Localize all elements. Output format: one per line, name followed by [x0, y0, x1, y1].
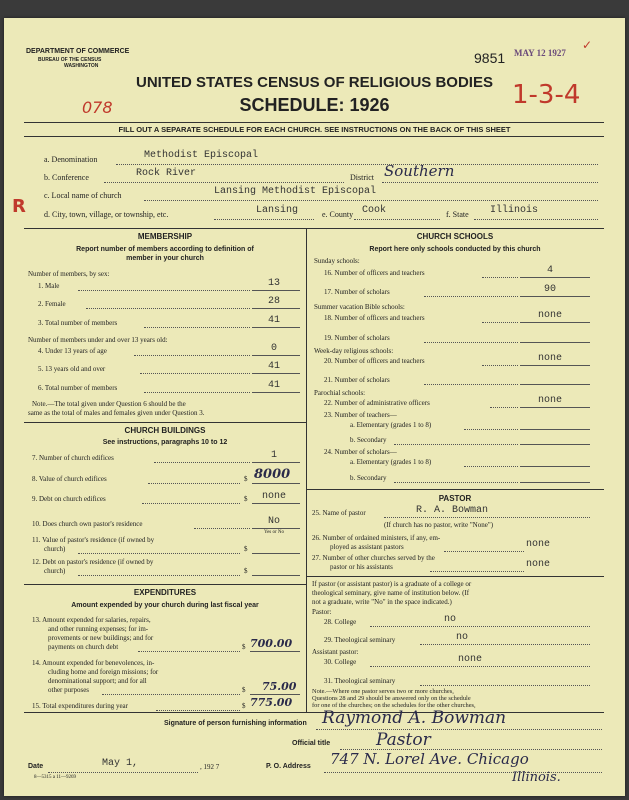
q26-label-2: ployed as assistant pastors [330, 543, 404, 551]
q1-value: 13 [267, 278, 280, 289]
receipt-date-stamp: MAY 12 1927 [514, 48, 566, 58]
q4-label: 4. Under 13 years of age [38, 347, 107, 355]
q29-label: 29. Theological seminary [324, 636, 396, 644]
po-address-value: 747 N. Lorel Ave. Chicago [330, 750, 529, 768]
q24a-label: a. Elementary (grades 1 to 8) [350, 458, 432, 466]
q5-label: 5. 13 years old and over [38, 365, 106, 373]
stamp-number: 9851 [474, 50, 506, 66]
membership-heading: MEMBERSHIP [137, 232, 193, 241]
q7-label: 7. Number of church edifices [32, 454, 114, 462]
pastor-heading: PASTOR [438, 494, 472, 503]
q15-value: 775.00 [250, 696, 293, 709]
q31-label: 31. Theological seminary [324, 677, 396, 685]
q22-value: none [537, 395, 562, 406]
q24-label: 24. Number of scholars— [324, 448, 397, 456]
q13-label-3: provements or new buildings; and for [48, 634, 154, 642]
form-subtitle: SCHEDULE: 1926 [239, 95, 390, 115]
q14-label-2: cluding home and foreign missions; for [48, 668, 159, 676]
official-title-value: Pastor [376, 730, 431, 750]
q11-label-2: church) [44, 545, 66, 553]
church-name-label: c. Local name of church [44, 191, 122, 200]
dollar-sign: $ [242, 702, 246, 710]
membership-intro-2: member in your church [126, 255, 204, 262]
membership-intro: Report number of members according to definition of [76, 246, 254, 253]
q9-value: none [261, 491, 286, 502]
city-value: Lansing [256, 205, 299, 216]
dollar-sign: $ [242, 686, 246, 694]
red-r-annotation: R [12, 196, 26, 217]
q25-note: (If church has no pastor, write "None") [384, 521, 494, 529]
graduate-note-2: theological seminary, give name of institution below. (If [312, 589, 470, 597]
q7-value: 1 [270, 450, 277, 461]
q23b-label: b. Secondary [350, 436, 387, 444]
fill-out-instruction: FILL OUT A SEPARATE SCHEDULE FOR EACH CHURCH. SEE INSTRUCTIONS ON THE BACK OF THIS SHEET [118, 125, 511, 134]
conference-label: b. Conference [44, 173, 89, 182]
dollar-sign: $ [244, 545, 248, 553]
conference-value: Rock River [136, 168, 197, 179]
q13-value: 700.00 [250, 637, 293, 650]
q9-label: 9. Debt on church edifices [32, 495, 106, 503]
po-address-label: P. O. Address [266, 763, 311, 770]
parochial-schools-label: Parochial schools: [314, 389, 366, 397]
po-address-value-2: Illinois. [512, 770, 561, 785]
buildings-heading: CHURCH BUILDINGS [124, 426, 206, 435]
q6-label: 6. Total number of members [38, 384, 118, 392]
q19-label: 19. Number of scholars [324, 334, 390, 342]
denomination-label: a. Denomination [44, 155, 98, 164]
district-value: Southern [384, 162, 455, 180]
q14-label-3: denominational support; and for all [48, 677, 147, 685]
q14-value: 75.00 [262, 680, 297, 693]
q17-value: 90 [543, 284, 556, 295]
q20-label: 20. Number of officers and teachers [324, 357, 425, 365]
city-label: WASHINGTON [64, 63, 99, 69]
membership-note: Note.—The total given under Question 6 should be the [32, 400, 186, 408]
q2-label: 2. Female [38, 300, 66, 308]
city-label: d. City, town, village, or township, etc. [44, 210, 169, 219]
dept-label: DEPARTMENT OF COMMERCE [26, 48, 130, 55]
graduate-note-3: not a graduate, write "No" in the space indicated.) [312, 598, 452, 606]
sunday-schools-label: Sunday schools: [314, 257, 360, 265]
q14-label: 14. Amount expended for benevolences, in- [32, 659, 155, 667]
pastor-note-2: Questions 28 and 29 should be answered only on the schedule [312, 695, 471, 702]
denomination-value: Methodist Episcopal [144, 150, 259, 161]
official-title-label: Official title [292, 740, 331, 747]
schools-intro: Report here only schools conducted by this church [369, 246, 541, 253]
q22-label: 22. Number of administrative officers [324, 399, 430, 407]
q15-label: 15. Total expenditures during year [32, 702, 128, 710]
q26-value: none [526, 539, 551, 550]
weekday-schools-label: Week-day religious schools: [314, 347, 394, 355]
q25-value: R. A. Bowman [416, 505, 489, 516]
q27-value: none [526, 559, 551, 570]
q27-label-2: pastor or his assistants [330, 563, 393, 571]
assistant-pastor-subhead: Assistant pastor: [312, 648, 359, 656]
q29-value: no [456, 632, 469, 643]
dollar-sign: $ [244, 475, 248, 483]
date-year: , 192 7 [200, 763, 220, 771]
by-sex-label: Number of members, by sex: [28, 270, 110, 278]
q10-label: 10. Does church own pastor's residence [32, 520, 143, 528]
district-label: District [350, 173, 374, 182]
check-mark: ✓ [582, 38, 593, 52]
q3-value: 41 [267, 315, 280, 326]
q28-label: 28. College [324, 618, 357, 626]
dollar-sign: $ [244, 495, 248, 503]
q17-label: 17. Number of scholars [324, 288, 390, 296]
county-value: Cook [362, 205, 387, 216]
q12-label: 12. Debt on pastor's residence (if owned by [32, 558, 154, 566]
pastor-subhead: Pastor: [312, 608, 332, 616]
q30-value: none [458, 654, 483, 665]
pastor-note: Note.—Where one pastor serves two or more churches, [312, 688, 454, 695]
pastor-note-3: for one of the churches; on the schedules for the other churches, [312, 702, 476, 709]
q6-value: 41 [267, 380, 280, 391]
buildings-sub: See instructions, paragraphs 10 to 12 [102, 439, 228, 446]
summer-schools-label: Summer vacation Bible schools: [314, 303, 405, 311]
q12-label-2: church) [44, 567, 66, 575]
date-label: Date [28, 763, 44, 770]
dollar-sign: $ [242, 643, 246, 651]
q13-label-2: and other running expenses; for im- [48, 625, 149, 633]
yes-no-hint: Yes or No [263, 530, 285, 535]
church-name-value: Lansing Methodist Episcopal [214, 186, 377, 197]
age-group-label: Number of members under and over 13 years old: [28, 336, 168, 344]
q26-label: 26. Number of ordained ministers, if any, em- [312, 534, 441, 542]
census-schedule-form [4, 18, 625, 796]
q8-label: 8. Value of church edifices [32, 475, 107, 483]
q13-label-4: payments on church debt [48, 643, 119, 651]
form-codes: 8—5315 a 11—9269 [34, 775, 77, 780]
date-value: May 1, [102, 758, 139, 769]
q25-label: 25. Name of pastor [312, 509, 366, 517]
signature-label: Signature of person furnishing information [164, 720, 307, 727]
graduate-note: If pastor (or assistant pastor) is a graduate of a college or [312, 580, 472, 588]
q16-label: 16. Number of officers and teachers [324, 269, 425, 277]
state-label: f. State [446, 210, 469, 219]
bureau-label: BUREAU OF THE CENSUS [38, 57, 102, 63]
q16-value: 4 [546, 265, 553, 276]
q10-value: No [267, 516, 280, 527]
q21-label: 21. Number of scholars [324, 376, 390, 384]
q13-label: 13. Amount expended for salaries, repairs, [32, 616, 151, 624]
red-number-annotation: 078 [82, 98, 113, 117]
q14-label-4: other purposes [48, 686, 90, 694]
q8-value: 8000 [254, 467, 291, 482]
q30-label: 30. College [324, 658, 357, 666]
expenditures-sub: Amount expended by your church during last fiscal year [71, 602, 259, 609]
dollar-sign: $ [244, 567, 248, 575]
q18-label: 18. Number of officers and teachers [324, 314, 425, 322]
q4-value: 0 [270, 343, 277, 354]
q11-label: 11. Value of pastor's residence (if owned by [32, 536, 155, 544]
q28-value: no [444, 614, 457, 625]
membership-note-2: same as the total of males and females given under Question 3. [28, 409, 205, 417]
form-title: UNITED STATES CENSUS OF RELIGIOUS BODIES [136, 74, 493, 91]
signature-value: Raymond A. Bowman [322, 708, 507, 728]
q23-label: 23. Number of teachers— [324, 411, 397, 419]
q3-label: 3. Total number of members [38, 319, 118, 327]
q23a-label: a. Elementary (grades 1 to 8) [350, 421, 432, 429]
q1-label: 1. Male [38, 282, 60, 290]
state-value: Illinois [490, 205, 539, 216]
q20-value: none [537, 353, 562, 364]
q5-value: 41 [267, 361, 280, 372]
expenditures-heading: EXPENDITURES [133, 588, 197, 597]
q27-label: 27. Number of other churches served by the [312, 554, 435, 562]
county-label: e. County [322, 210, 354, 219]
q2-value: 28 [267, 296, 280, 307]
schools-heading: CHURCH SCHOOLS [416, 232, 494, 241]
q24b-label: b. Secondary [350, 474, 387, 482]
red-code-annotation: 1-3-4 [512, 80, 581, 110]
q18-value: none [537, 310, 562, 321]
